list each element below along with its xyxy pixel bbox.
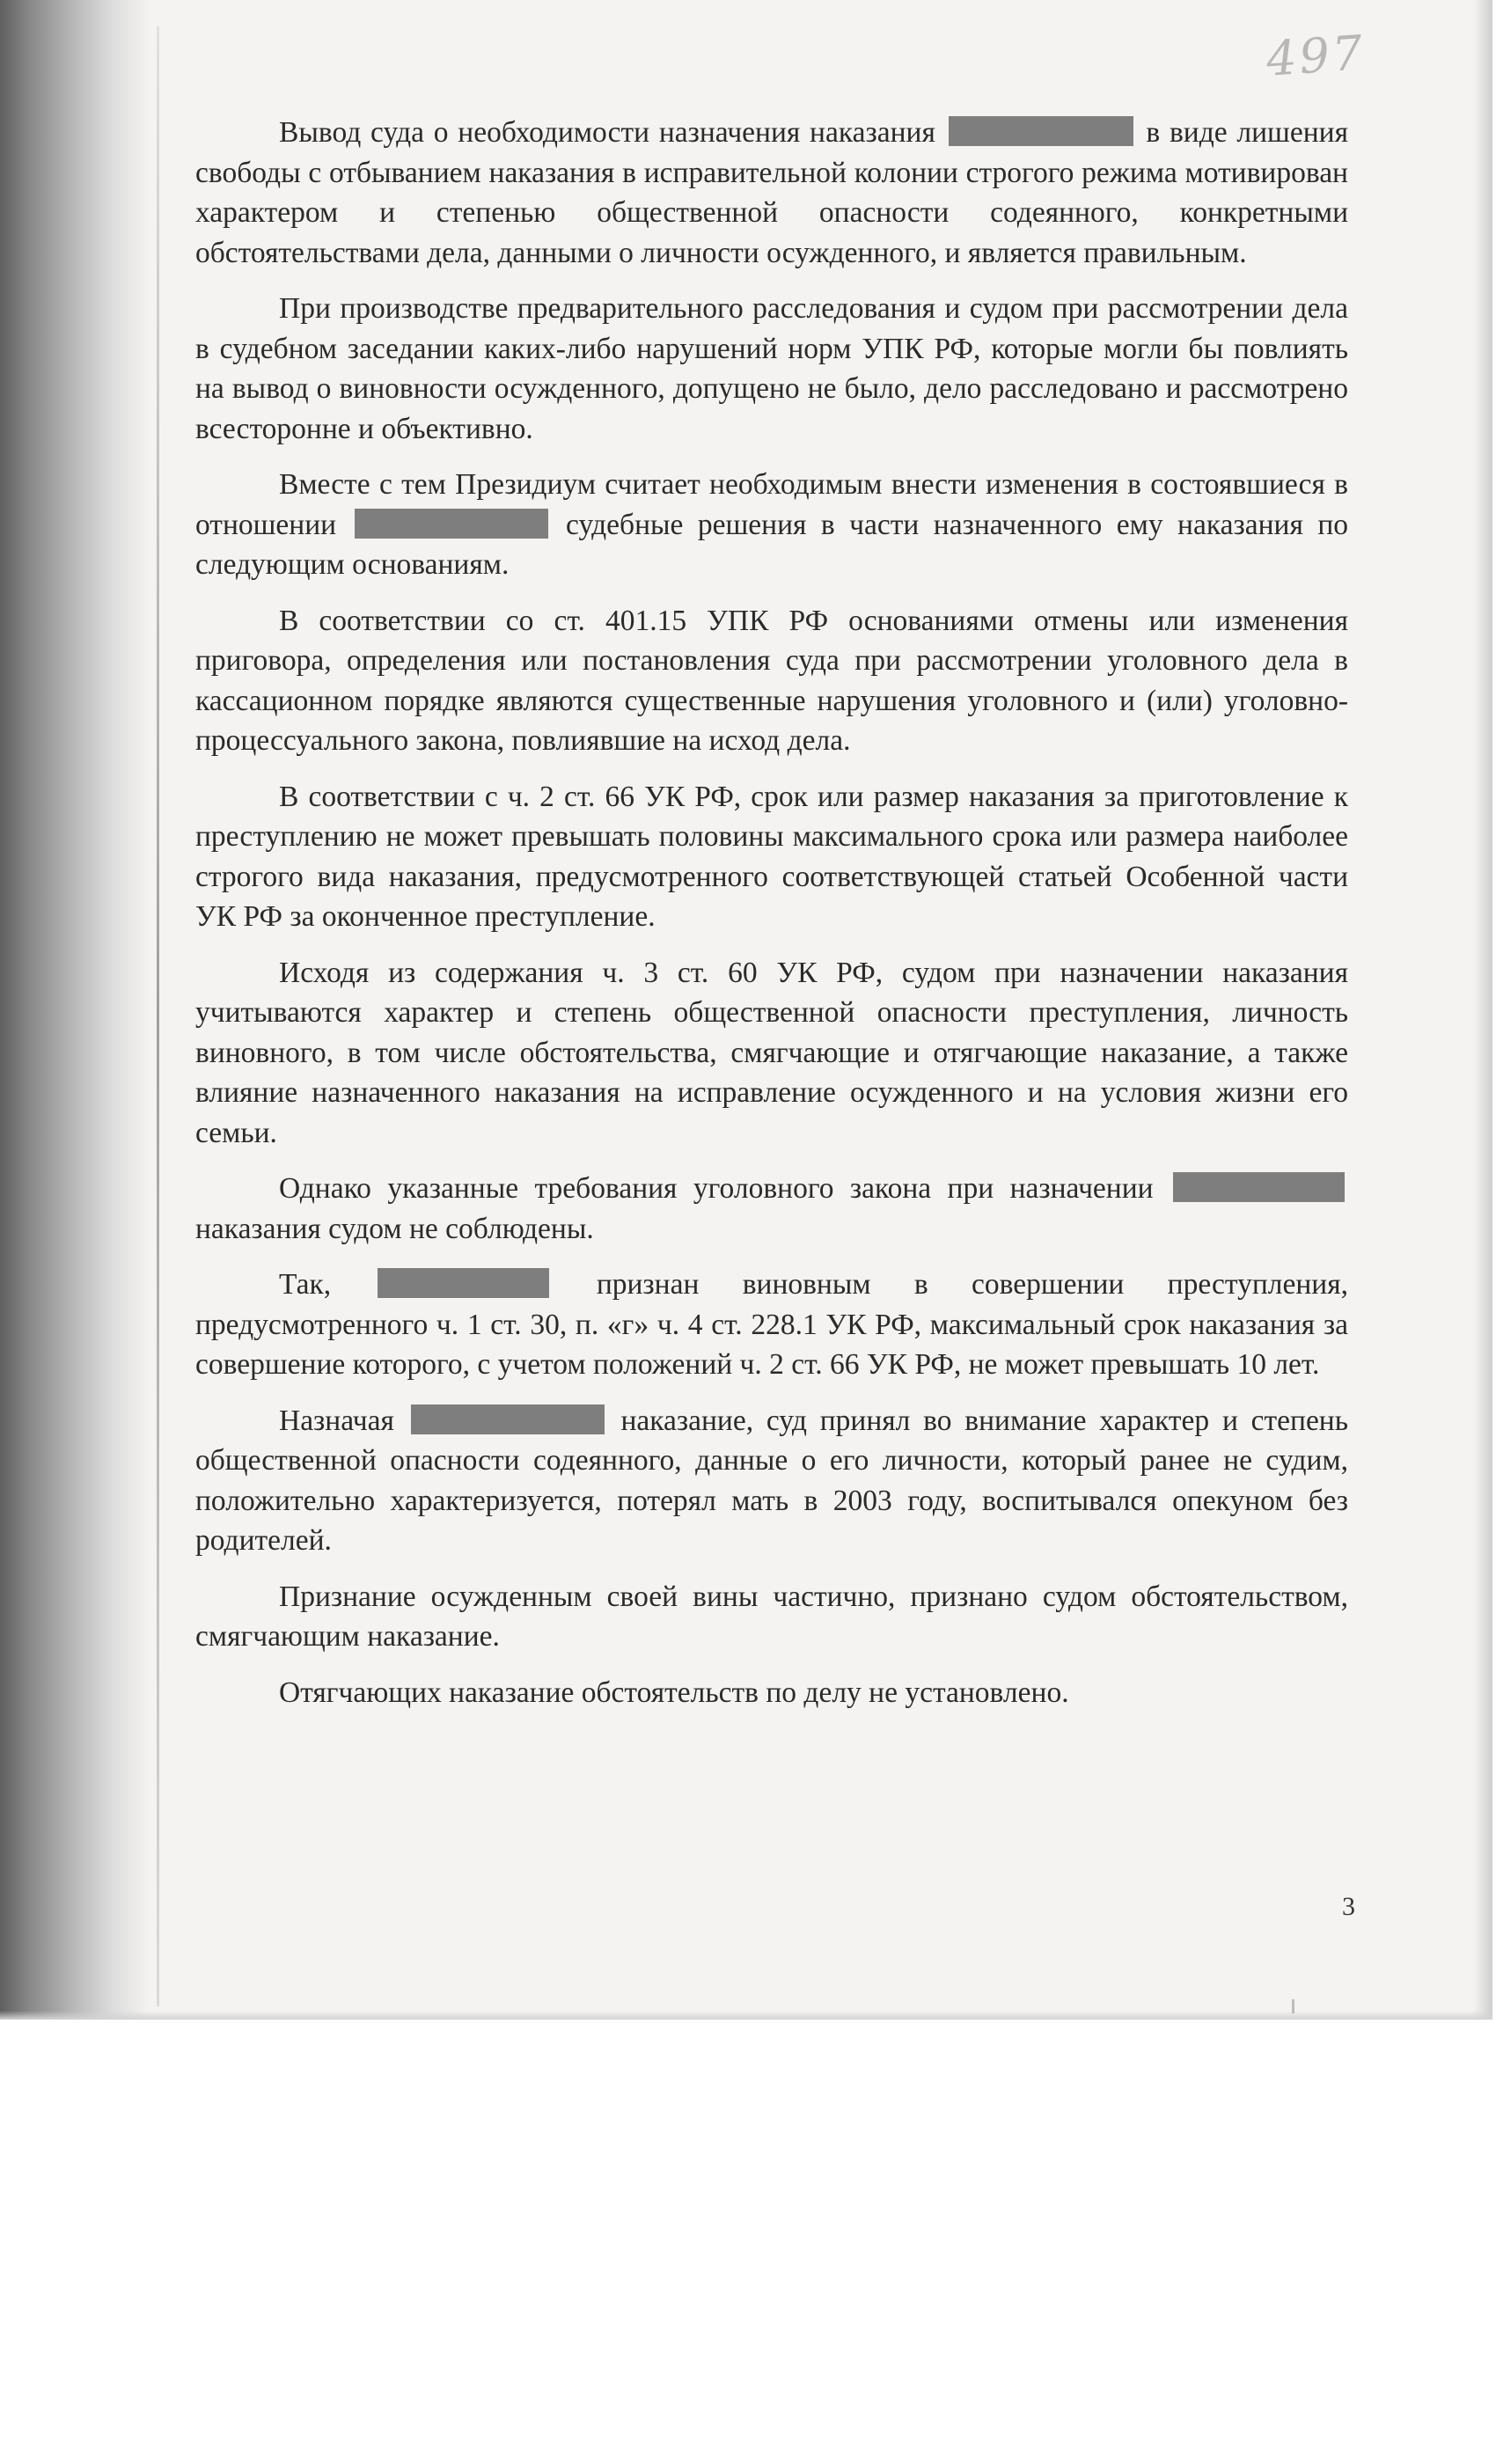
paragraph-text: судебные решения в части назначенного ему наказания по следующим основаниям. bbox=[195, 508, 1349, 581]
paragraph: В соответствии с ч. 2 ст. 66 УК РФ, срок или размер наказания за приготовление к преступлению не может превышать половины максимального срока или размера наиболее строгого вида наказания, предусмотренного соответствующей статьей Особенной части УК РФ за оконченное преступление. bbox=[195, 780, 1348, 933]
paragraph-text: Так, bbox=[279, 1268, 332, 1301]
paragraph-text: в виде лишения свободы с отбыванием наказания в исправительной колонии строгого режима мотивирован характером и степенью общественной опасности содеянного, конкретными обстоятельствами дела, данными о личности осужденного, и является правильным. bbox=[195, 116, 1348, 269]
binding-fold-line bbox=[157, 26, 159, 2006]
redacted-name bbox=[378, 1268, 549, 1298]
redacted-name bbox=[949, 116, 1133, 146]
scan-bottom-edge bbox=[0, 2011, 1492, 2020]
document-body bbox=[195, 113, 1348, 1728]
paragraph bbox=[195, 113, 1348, 273]
handwritten-sheet-number: 497 bbox=[1264, 25, 1368, 87]
paragraph-text: Назначая bbox=[279, 1404, 394, 1437]
paragraph: Исходя из содержания ч. 3 ст. 60 УК РФ, судом при назначении наказания учитываются характер и степень общественной опасности преступления, личность виновного, в том числе обстоятельства, смягчающие и отягчающие наказание, а также влияние назначенного наказания на исправление осужденного и на условия жизни его семьи. bbox=[195, 956, 1348, 1149]
paragraph-text: наказание, суд принял во внимание характер и степень общественной опасности содеянного, данные о его личности, который ранее не судим, положительно характеризуется, потерял мать в 2003 году, воспитывался опекуном без родителей. bbox=[195, 1404, 1349, 1557]
paragraph: Отягчающих наказание обстоятельств по делу не установлено. bbox=[279, 1676, 1069, 1709]
paragraph: При производстве предварительного расследования и судом при рассмотрении дела в судебном заседании каких-либо нарушений норм УПК РФ, которые могли бы повлиять на вывод о виновности осужденного, допущено не было, дело расследовано и рассмотрено всесторонне и объективно. bbox=[195, 292, 1348, 445]
scan-mark bbox=[1292, 1999, 1294, 2013]
paragraph bbox=[195, 1265, 1348, 1385]
page-number: 3 bbox=[1342, 1892, 1355, 1921]
paragraph: Признание осужденным своей вины частично, признано судом обстоятельством, смягчающим наказание. bbox=[195, 1580, 1348, 1653]
scan-shadow-left bbox=[0, 0, 150, 2020]
paragraph-text: Вместе с тем Президиум считает необходимым внести изменения в состоявшиеся в отношении bbox=[195, 468, 1348, 541]
paragraph-text: признан виновным в совершении преступления, предусмотренного ч. 1 ст. 30, п. «г» ч. 4 ст. 228.1 УК РФ, максимальный срок наказания за совершение которого, с учетом положений ч. 2 ст. 66 УК РФ, не может превышать 10 лет. bbox=[195, 1268, 1349, 1381]
paragraph-text: Вывод суда о необходимости назначения наказания bbox=[279, 116, 935, 149]
paragraph-text: Однако указанные требования уголовного закона при назначении bbox=[279, 1172, 1154, 1205]
redacted-name bbox=[355, 509, 548, 539]
redacted-name bbox=[411, 1404, 605, 1434]
scan-shadow-right bbox=[1473, 0, 1492, 2020]
paragraph-text: наказания судом не соблюдены. bbox=[195, 1212, 594, 1245]
paragraph bbox=[195, 1169, 1348, 1249]
paragraph bbox=[195, 465, 1348, 585]
paragraph bbox=[195, 1401, 1348, 1561]
redacted-name bbox=[1173, 1172, 1345, 1202]
paragraph: В соответствии со ст. 401.15 УПК РФ основаниями отмены или изменения приговора, определения или постановления суда при рассмотрении уголовного дела в кассационном порядке являются существенные нарушения уголовного и (или) уголовно-процессуального закона, повлиявшие на исход дела. bbox=[195, 604, 1348, 757]
